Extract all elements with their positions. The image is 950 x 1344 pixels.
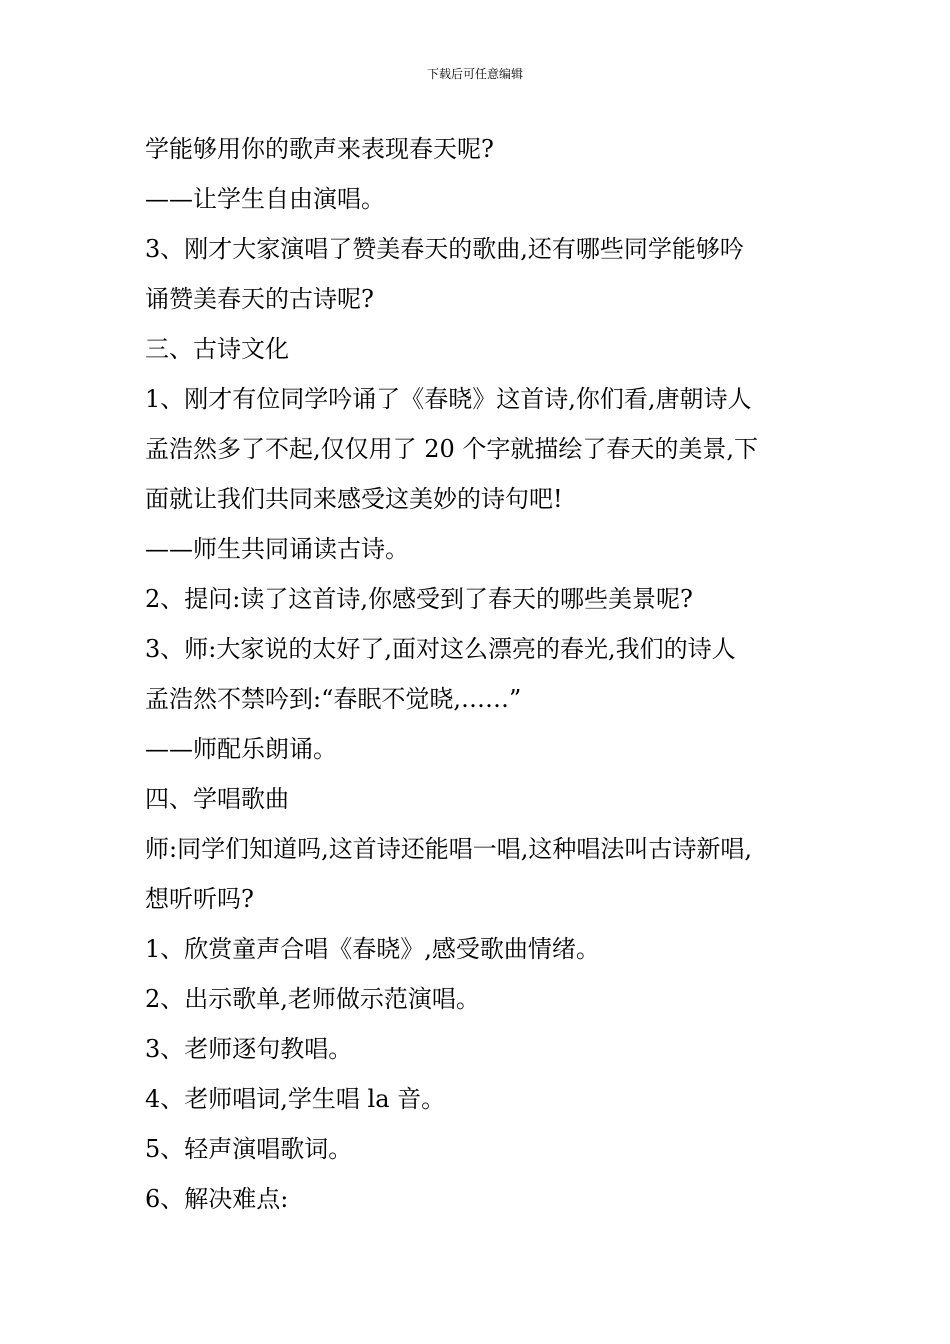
page-header: 下载后可任意编辑 <box>426 67 523 81</box>
text-line: 3、刚才大家演唱了赞美春天的歌曲,还有哪些同学能够吟 <box>145 235 744 263</box>
text-line: 2、提问:读了这首诗,你感受到了春天的哪些美景呢? <box>145 585 693 613</box>
section-heading: 四、学唱歌曲 <box>145 785 289 813</box>
text-line: 孟浩然多了不起,仅仅用了 20 个字就描绘了春天的美景,下 <box>145 435 759 463</box>
text-line: 面就让我们共同来感受这美妙的诗句吧! <box>145 485 563 513</box>
text-line: 1、刚才有位同学吟诵了《春晓》这首诗,你们看,唐朝诗人 <box>145 385 752 413</box>
text-line: 2、出示歌单,老师做示范演唱。 <box>145 985 480 1013</box>
text-line: 学能够用你的歌声来表现春天呢? <box>145 135 494 163</box>
text-line: 诵赞美春天的古诗呢? <box>145 285 374 313</box>
section-heading: 三、古诗文化 <box>145 335 289 363</box>
text-line: 6、解决难点: <box>145 1185 289 1213</box>
text-line: 想听听吗? <box>145 885 254 913</box>
text-line: 孟浩然不禁吟到:“春眠不觉晓,……” <box>145 685 522 713</box>
text-line: ——师配乐朗诵。 <box>145 735 337 763</box>
document-body <box>145 124 825 1224</box>
text-line: 3、师:大家说的太好了,面对这么漂亮的春光,我们的诗人 <box>145 635 736 663</box>
text-line: ——师生共同诵读古诗。 <box>145 535 409 563</box>
text-line: 4、老师唱词,学生唱 la 音。 <box>145 1085 446 1113</box>
text-line: 师:同学们知道吗,这首诗还能唱一唱,这种唱法叫古诗新唱, <box>145 835 752 863</box>
text-line: ——让学生自由演唱。 <box>145 185 385 213</box>
text-line: 5、轻声演唱歌词。 <box>145 1135 353 1163</box>
text-line: 1、欣赏童声合唱《春晓》,感受歌曲情绪。 <box>145 935 600 963</box>
text-line: 3、老师逐句教唱。 <box>145 1035 353 1063</box>
